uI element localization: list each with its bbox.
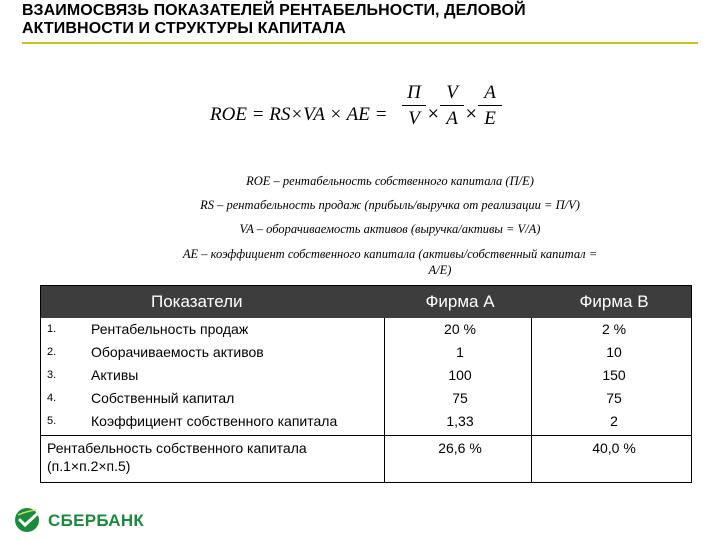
- row-label: Рентабельность продаж: [91, 321, 249, 337]
- times-sign: ×: [465, 104, 478, 122]
- definition-va: VA – оборачиваемость активов (выручка/активы = V/A): [239, 222, 541, 236]
- fraction-denominator: V: [408, 108, 420, 129]
- firm-a-value: 20 %: [444, 321, 476, 337]
- fraction-a-over-e: [476, 82, 504, 130]
- row-number: 1.: [47, 323, 57, 335]
- row-number: 3.: [47, 369, 57, 381]
- header-indicators: Показатели: [151, 292, 243, 311]
- definition-rs: RS – рентабельность продаж (прибыль/выручка от реализации = П/V): [200, 198, 580, 212]
- firm-a-value: 75: [452, 390, 468, 406]
- total-label-line-1: Рентабельность собственного капитала: [47, 440, 307, 456]
- title-line-2: АКТИВНОСТИ И СТРУКТУРЫ КАПИТАЛА: [22, 20, 346, 37]
- row-label: Активы: [91, 367, 139, 383]
- fraction-denominator: A: [446, 108, 458, 129]
- row-number: 5.: [47, 415, 57, 427]
- definition-roe: ROE – рентабельность собственного капитала (П/E): [246, 174, 534, 188]
- firm-a-value: 1,33: [446, 413, 474, 429]
- title-underline: [22, 42, 698, 44]
- total-firm-b-value: 40,0 %: [592, 440, 636, 456]
- row-number: 2.: [47, 346, 57, 358]
- table-row: [41, 387, 691, 410]
- total-label: [47, 439, 377, 475]
- firm-a-value: 1: [456, 344, 464, 360]
- firm-b-value: 75: [606, 390, 622, 406]
- firm-b-value: 150: [602, 367, 626, 383]
- title-line-1: ВЗАИМОСВЯЗЬ ПОКАЗАТЕЛЕЙ РЕНТАБЕЛЬНОСТИ, ДЕЛОВОЙ: [22, 2, 526, 19]
- table-row: [41, 318, 691, 341]
- sberbank-emblem-icon: [14, 507, 44, 533]
- row-number: 4.: [47, 392, 57, 404]
- table-header: [41, 286, 691, 318]
- definition-ae: AE – коэффициент собственного капитала (активы/собственный капитал =: [182, 247, 598, 261]
- header-firm-a: Фирма А: [425, 292, 495, 311]
- definition-ae-cont: A/E): [428, 263, 452, 277]
- row-label: Оборачиваемость активов: [91, 344, 264, 360]
- logo-text: СБЕРБАНК: [48, 511, 145, 530]
- firm-b-value: 2 %: [601, 321, 627, 337]
- total-firm-a-value: 26,6 %: [438, 440, 482, 456]
- roe-formula: [210, 82, 510, 152]
- fraction-denominator: E: [484, 108, 496, 129]
- header-firm-b: Фирма В: [579, 292, 649, 311]
- row-divider: [41, 435, 691, 436]
- fraction-numerator: V: [446, 82, 458, 103]
- fraction-numerator: П: [407, 82, 421, 103]
- fraction-bar: [402, 105, 426, 106]
- fraction-p-over-v: [400, 82, 428, 130]
- firm-a-value: 100: [448, 367, 472, 383]
- total-label-line-2: (п.1×п.2×п.5): [47, 458, 131, 474]
- table-row: [41, 341, 691, 364]
- fraction-numerator: A: [484, 82, 496, 103]
- fraction-bar: [478, 105, 502, 106]
- firm-b-value: 2: [610, 413, 618, 429]
- times-sign: ×: [427, 104, 440, 122]
- slide-title: [22, 2, 682, 38]
- fraction-v-over-a: [438, 82, 466, 130]
- firm-b-value: 10: [606, 344, 622, 360]
- table-row: [41, 364, 691, 387]
- table-row: [41, 410, 691, 433]
- fraction-bar: [440, 105, 464, 106]
- formula-lhs: ROE = RS×VA × AE =: [210, 104, 388, 125]
- row-label: Коэффициент собственного капитала: [91, 413, 338, 429]
- indicators-table: [40, 285, 692, 483]
- row-label: Собственный капитал: [91, 390, 235, 406]
